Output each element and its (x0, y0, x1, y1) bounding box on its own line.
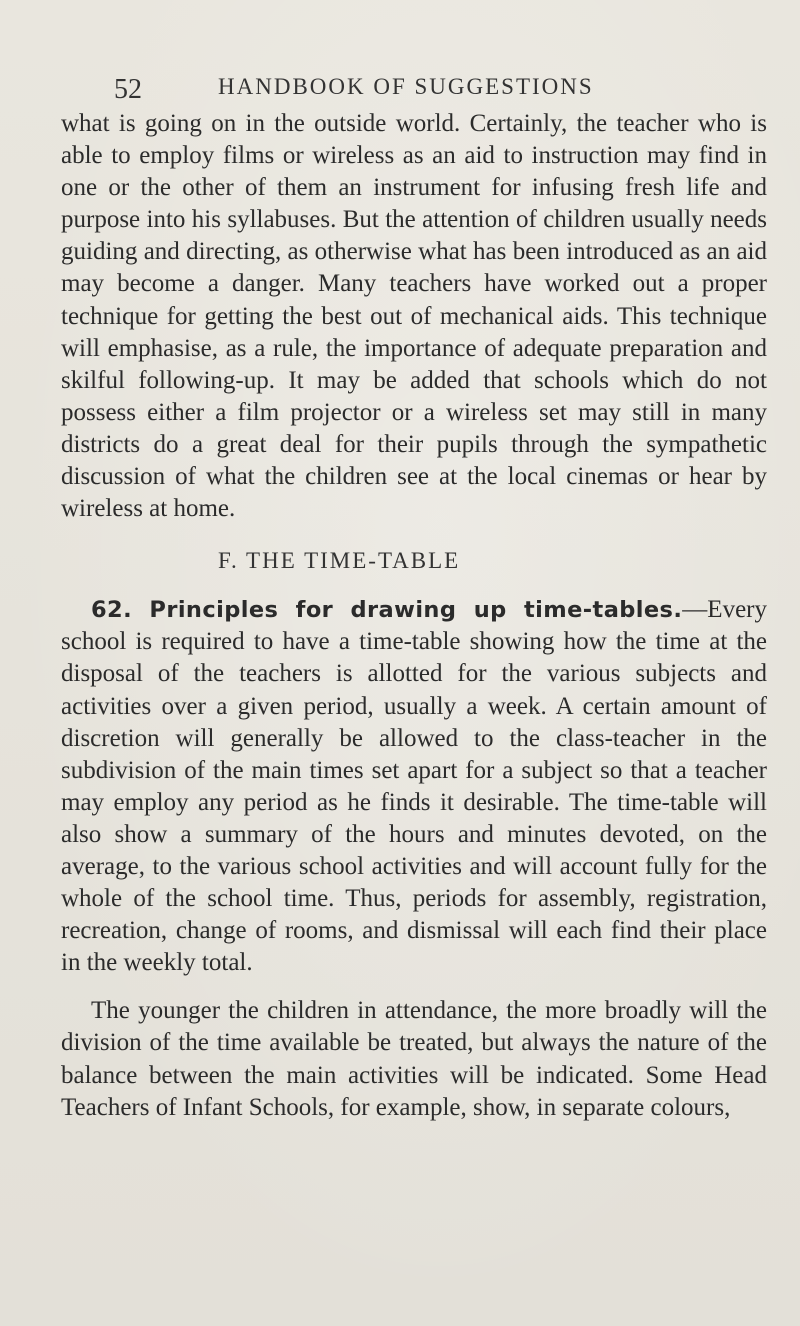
paragraph-gap (61, 979, 767, 995)
paragraph-final: The younger the children in attendance, the more broadly will the division of the time available be treated, but always the nature of the balance between the main activities will be indicated. Some Head Teachers of Infant Schools, for example, show, in separate colours, (61, 997, 767, 1121)
running-head (114, 74, 594, 105)
section-heading: F. THE TIME-TABLE (218, 548, 461, 574)
running-title: HANDBOOK OF SUGGESTIONS (218, 74, 594, 99)
page-number: 52 (114, 74, 142, 105)
paragraph-heading: 62. Principles for drawing up time-tables. (91, 597, 683, 624)
paragraph-62-text: —Every school is required to have a time-table showing how the time at the disposal of the teachers is allotted for the various subjects and activities over a given period, usually a week. A certain amount of discretion will generally be allowed to the class-teacher in the subdivision of the main times set apart for a subject so that a teacher may employ any period as he finds it desirable. The time-table will also show a summary of the hours and minutes devoted, on the average, to the various school activities and will account fully for the whole of the school time. Thus, periods for assembly, registration, recreation, change of rooms, and dismissal will each find their place in the weekly total. (61, 596, 767, 977)
paragraph-62 (61, 594, 767, 979)
paragraph-continuation: what is going on in the outside world. Certainly, the teacher who is able to employ films or wireless as an aid to instruction may find in one or the other of them an instrument for infusing fresh life and purpose into his syllabuses. But the attention of children usually needs guiding and directing, as otherwise what has been introduced as an aid may become a danger. Many teachers have worked out a proper technique for getting the best out of mechanical aids. This technique will emphasise, as a rule, the importance of adequate preparation and skilful following-up. It may be added that schools which do not possess either a film projector or a wireless set may still in many districts do a great deal for their pupils through the sympathetic discussion of what the children see at the local cinemas or hear by wireless at home. (61, 110, 767, 523)
body-text (61, 108, 767, 1124)
